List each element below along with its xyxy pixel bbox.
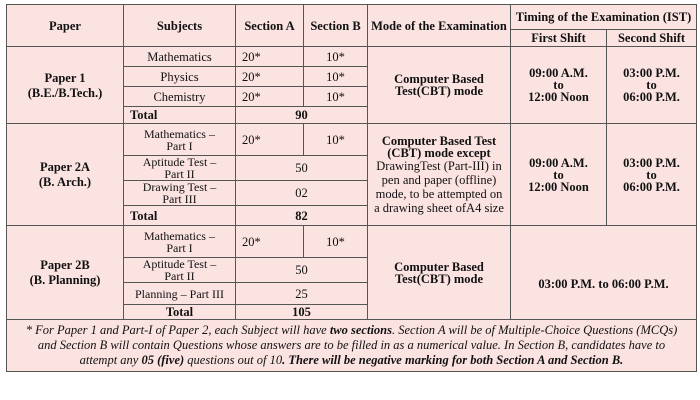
paper1-subject: Mathematics xyxy=(124,47,236,67)
paper1-section-b: 10* xyxy=(304,87,368,107)
header-section-a: Section A xyxy=(236,5,304,47)
header-mode: Mode of the Examination xyxy=(368,5,511,47)
paper2b-section-a: 20* xyxy=(236,226,304,258)
paper2a-subject xyxy=(124,181,236,206)
paper1-section-b: 10* xyxy=(304,67,368,87)
shift-time: 12:00 Noon xyxy=(528,179,589,194)
header-row xyxy=(7,5,697,30)
subject-line: Part II xyxy=(164,167,195,181)
paper2a-sub: (B. Arch.) xyxy=(38,175,92,189)
shift-to: to xyxy=(646,78,657,92)
exam-pattern-table-container xyxy=(6,4,696,372)
header-timing: Timing of the Examination (IST) xyxy=(511,5,697,30)
subject-line: Part I xyxy=(166,240,193,255)
paper1-sub: (B.E./B.Tech.) xyxy=(27,85,103,100)
paper2b-marks: 25 xyxy=(236,283,368,305)
footnote-bold: 05 (five) xyxy=(141,353,185,367)
paper2b-sub: (B. Planning) xyxy=(29,273,101,287)
footnote-row xyxy=(7,320,697,372)
paper2b-marks: 50 xyxy=(236,258,368,283)
footnote xyxy=(7,320,697,372)
subject-line: Mathematics – xyxy=(144,228,215,243)
paper1-first-shift xyxy=(511,47,607,124)
paper2b-total-label: Total xyxy=(124,305,236,320)
paper2b-subject xyxy=(124,226,236,258)
paper1-total-label: Total xyxy=(124,107,236,124)
subject-line: Part III xyxy=(162,192,197,206)
header-subjects: Subjects xyxy=(124,5,236,47)
footnote-text: . Section A will be of Multiple-Choice Questions (MCQs) and Section B will contain Questions whose answers are to be filled in as a numerical value. In Section B, candidates have to attempt any xyxy=(37,323,678,367)
shift-time: 03:00 P.M. xyxy=(623,155,680,170)
paper2a-label xyxy=(7,124,124,226)
paper2b-section-b: 10* xyxy=(304,226,368,258)
paper2a-mode xyxy=(368,124,511,226)
subject-line: Part I xyxy=(166,138,193,153)
paper2a-mode-rest: DrawingTest (Part-III) in pen and paper (offline) mode, to be attempted on a drawing sheet ofA4 size xyxy=(374,158,504,215)
header-second-shift: Second Shift xyxy=(607,30,697,47)
paper1-row-maths xyxy=(7,47,697,67)
footnote-bold: . There will be negative marking for both Section A and Section B. xyxy=(282,353,624,367)
subject-line: Mathematics – xyxy=(144,126,215,141)
paper2b-row-maths xyxy=(7,226,697,258)
shift-time: 06:00 P.M. xyxy=(623,179,680,194)
paper2a-subject xyxy=(124,124,236,156)
paper2b-subject xyxy=(124,258,236,283)
subject-line: Aptitude Test – xyxy=(142,257,217,271)
paper2a-marks: 02 xyxy=(236,181,368,206)
shift-time: 12:00 Noon xyxy=(528,90,589,104)
paper2b-total-value: 105 xyxy=(236,305,368,320)
paper1-mode: Computer Based Test(CBT) mode xyxy=(368,47,511,124)
exam-pattern-table xyxy=(6,4,697,372)
paper2a-total-label: Total xyxy=(124,206,236,226)
paper2a-first-shift xyxy=(511,124,607,226)
paper2b-mode: Computer Based Test(CBT) mode xyxy=(368,226,511,320)
paper2a-total-value: 82 xyxy=(236,206,368,226)
shift-time: 09:00 A.M. xyxy=(529,66,588,80)
header-first-shift: First Shift xyxy=(511,30,607,47)
paper1-subject: Physics xyxy=(124,67,236,87)
subject-line: Aptitude Test – xyxy=(142,155,217,169)
shift-to: to xyxy=(646,167,657,182)
paper2a-second-shift xyxy=(607,124,697,226)
header-paper: Paper xyxy=(7,5,124,47)
paper2a-subject xyxy=(124,156,236,181)
subject-line: Drawing Test – xyxy=(142,180,217,194)
header-section-b: Section B xyxy=(304,5,368,47)
paper2a-section-b: 10* xyxy=(304,124,368,156)
paper1-total-value: 90 xyxy=(236,107,368,124)
paper1-subject: Chemistry xyxy=(124,87,236,107)
shift-time: 09:00 A.M. xyxy=(529,155,588,170)
paper1-section-a: 20* xyxy=(236,87,304,107)
shift-to: to xyxy=(553,78,564,92)
footnote-bold: two sections xyxy=(329,323,392,337)
paper2a-row-maths xyxy=(7,124,697,156)
shift-to: to xyxy=(553,167,564,182)
paper1-section-a: 20* xyxy=(236,67,304,87)
footnote-text: * For Paper 1 and Part-I of Paper 2, each Subject will have xyxy=(25,323,330,337)
paper2b-subject: Planning – Part III xyxy=(124,283,236,305)
subject-line: Part II xyxy=(164,269,195,283)
paper1-section-a: 20* xyxy=(236,47,304,67)
paper2b-shift: 03:00 P.M. to 06:00 P.M. xyxy=(511,226,697,320)
paper1-name: Paper 1 xyxy=(44,70,86,85)
paper1-second-shift xyxy=(607,47,697,124)
paper2a-section-a: 20* xyxy=(236,124,304,156)
paper2b-name: Paper 2B xyxy=(40,258,90,272)
paper2a-name: Paper 2A xyxy=(39,160,91,174)
paper2a-mode-bold: Computer Based Test (CBT) mode except xyxy=(381,133,497,160)
paper2a-marks: 50 xyxy=(236,156,368,181)
paper1-label xyxy=(7,47,124,124)
paper1-section-b: 10* xyxy=(304,47,368,67)
shift-time: 03:00 P.M. xyxy=(623,66,680,80)
paper2b-label xyxy=(7,226,124,320)
shift-time: 06:00 P.M. xyxy=(623,90,680,104)
footnote-text: questions out of 10 xyxy=(184,353,283,367)
